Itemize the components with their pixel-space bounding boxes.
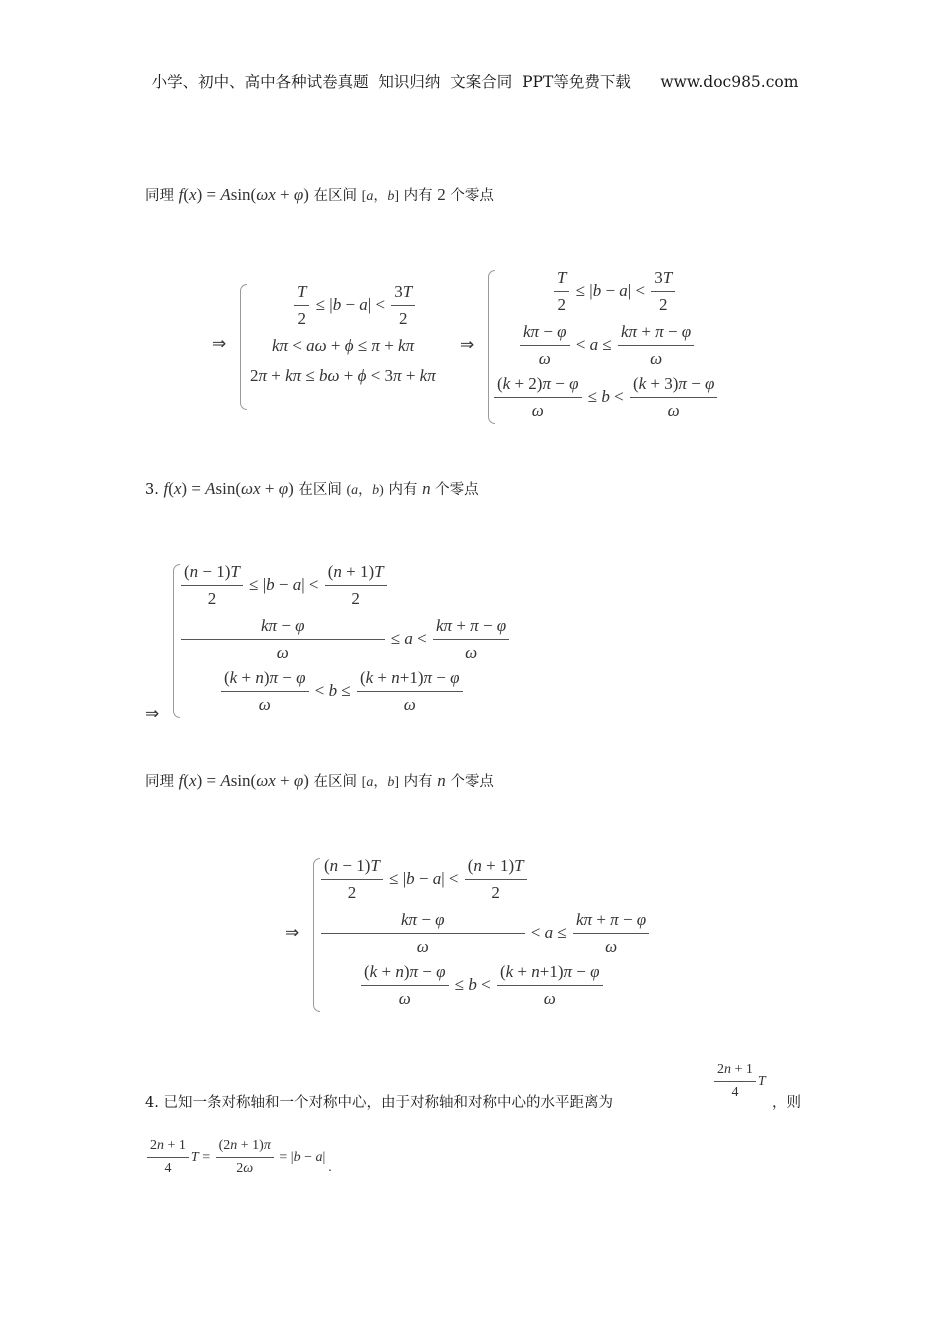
system-2b-left <box>212 282 475 412</box>
statement-middle: 在区间 <box>313 774 358 790</box>
implies-arrow: ⇒ <box>145 704 160 724</box>
statement-suffix2: 个零点 <box>435 482 479 498</box>
section-number: 3. <box>145 482 159 498</box>
ineq-period: $\frac{T}{2}$ ≤ |b − a| < $\frac{3T}{2}$ <box>552 268 677 314</box>
system-3 <box>145 562 545 722</box>
section-4-line1-end: ，则 <box>772 1095 801 1111</box>
ineq-b: $\frac{(k + 2)\pi - \varphi}{\omega}$ ≤ b < $\frac{(k + 3)\pi - \varphi}{\omega}$ <box>492 374 719 420</box>
implies-arrow: ⇒ <box>212 334 227 354</box>
implies-arrow: ⇒ <box>285 923 300 943</box>
section-4-line1 <box>145 1091 613 1112</box>
function-formula: f <box>163 479 169 498</box>
ineq-b: $\frac{(k + n)\pi - \varphi}{\omega}$ < b ≤ $\frac{(k + n+1)\pi - \varphi}{\omega}$ <box>219 668 465 714</box>
statement-suffix2: 个零点 <box>450 188 494 204</box>
ineq-a: $\frac{k\pi - \varphi}{\omega}$ < a ≤ $\frac{k\pi + \pi - \varphi}{\omega}$ <box>518 322 696 368</box>
ineq-a: $\frac{k\pi - \varphi}{\omega}$ ≤ a < $\frac{k\pi + \pi - \varphi}{\omega}$ <box>179 616 511 662</box>
statement-prefix: 同理 <box>145 774 174 790</box>
implies-arrow: ⇒ <box>460 335 475 355</box>
left-brace <box>240 284 247 410</box>
equation-period: . <box>328 1159 332 1175</box>
zero-count: n <box>437 771 446 790</box>
section-4-equation: $\frac{2n + 1}{4}$ T = $\frac{(2n + 1)\pi}{2\omega}$ = |b − a| . <box>145 1138 332 1177</box>
ineq-period: $\frac{T}{2}$ ≤ |b − a| < $\frac{3T}{2}$ <box>292 282 417 328</box>
function-formula: f <box>178 185 184 204</box>
statement-middle: 在区间 <box>313 188 358 204</box>
statement-suffix: 内有 <box>403 774 433 790</box>
distance-formula: $\frac{2n + 1}{4}$ T <box>712 1062 766 1101</box>
ineq-period: $\frac{(n - 1)T}{2}$ ≤ |b − a| < $\frac{(n + 1)T}{2}$ <box>319 856 529 902</box>
ineq-b: $\frac{(k + n)\pi - \varphi}{\omega}$ ≤ b < $\frac{(k + n+1)\pi - \varphi}{\omega}$ <box>359 962 605 1008</box>
section-4-text: 4. 已知一条对称轴和一个对称中心，由于对称轴和对称中心的水平距离为 <box>145 1095 613 1111</box>
ineq-a: $\frac{k\pi - \varphi}{\omega}$ < a ≤ $\frac{k\pi + \pi - \varphi}{\omega}$ <box>319 910 651 956</box>
statement-prefix: 同理 <box>145 188 174 204</box>
page-header: 小学、初中、高中各种试卷真题 知识归纳 文案合同 PPT等免费下载 www.doc985.com <box>151 73 799 91</box>
section-2b-statement: 同理 f(x) = Asin(ωx + φ) 在区间 [a，b] 内有 2 个零点 <box>145 185 494 204</box>
statement-suffix: 内有 <box>403 188 433 204</box>
ineq-a: kπ < aω + ϕ ≤ π + kπ <box>272 336 415 355</box>
statement-suffix: 内有 <box>388 482 418 498</box>
system-3b <box>285 856 685 1016</box>
interval-closed: [a，b] <box>361 189 399 204</box>
ineq-period: $\frac{(n - 1)T}{2}$ ≤ |b − a| < $\frac{(n + 1)T}{2}$ <box>179 562 389 608</box>
ineq-b: 2π + kπ ≤ bω + ϕ < 3π + kπ <box>250 366 436 385</box>
interval-closed: [a，b] <box>361 775 399 790</box>
statement-middle: 在区间 <box>298 482 342 498</box>
interval-open: (a，b) <box>346 483 384 498</box>
section-3b-statement: 同理 f(x) = Asin(ωx + φ) 在区间 [a，b] 内有 n 个零点 <box>145 771 494 790</box>
statement-suffix2: 个零点 <box>450 774 494 790</box>
section-3-statement: 3. f(x) = Asin(ωx + φ) 在区间 (a，b) 内有 n 个零点 <box>145 479 479 498</box>
system-2b-right <box>460 268 750 430</box>
function-formula: f <box>178 771 184 790</box>
zero-count: 2 <box>437 185 446 204</box>
zero-count: n <box>422 479 431 498</box>
